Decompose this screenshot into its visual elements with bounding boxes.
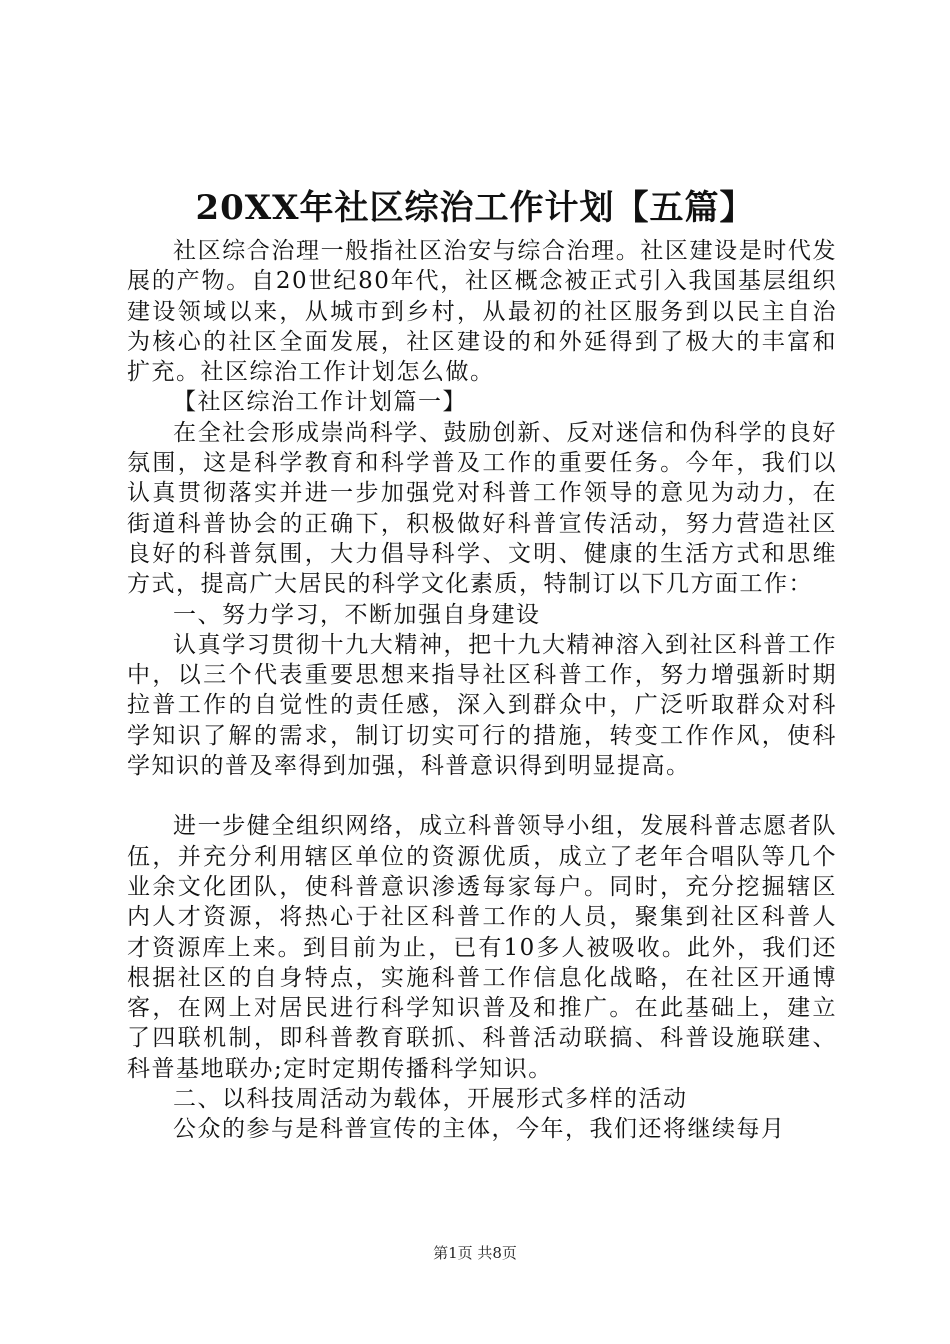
document-title: 20XX年社区综治工作计划【五篇】	[195, 188, 755, 228]
paragraph-overview: 在全社会形成崇尚科学、鼓励创新、反对迷信和伪科学的良好氛围，这是科学教育和科学普及工作的重要任务。今年，我们以认真贯彻落实并进一步加强党对科普工作领导的意见为动力，在街道科普协会的正确下，积极做好科普宣传活动，努力营造社区良好的科普氛围，大力倡导科学、文明、健康的生活方式和思维方式，提高广大居民的科学文化素质，特制订以下几方面工作：	[127, 419, 837, 598]
paragraph-organization: 进一步健全组织网络，成立科普领导小组，发展科普志愿者队伍，并充分利用辖区单位的资源优质，成立了老年合唱队等几个业余文化团队，使科普意识渗透每家每户。同时，充分挖掘辖区内人才资源，将热心于社区科普工作的人员，聚集到社区科普人才资源库上来。到目前为止，已有10多人被吸收。此外，我们还根据社区的自身特点，实施科普工作信息化战略，在社区开通博客，在网上对居民进行科学知识普及和推广。在此基础上，建立了四联机制，即科普教育联抓、科普活动联搞、科普设施联建、科普基地联办;定时定期传播科学知识。	[127, 813, 837, 1082]
paragraph-public-participation: 公众的参与是科普宣传的主体，今年，我们还将继续每月	[173, 1116, 786, 1143]
paragraph-intro: 社区综合治理一般指社区治安与综合治理。社区建设是时代发展的产物。自20世纪80年代，社区概念被正式引入我国基层组织建设领域以来，从城市到乡村，从最初的社区服务到以民主自治为核心的社区全面发展，社区建设的和外延得到了极大的丰富和扩充。社区综治工作计划怎么做。	[127, 238, 837, 386]
paragraph-study: 认真学习贯彻十九大精神，把十九大精神溶入到社区科普工作中，以三个代表重要思想来指导社区科普工作，努力增强新时期拉普工作的自觉性的责任感，深入到群众中，广泛听取群众对科学知识了解的需求，制订切实可行的措施，转变工作作风，使科学知识的普及率得到加强，科普意识得到明显提高。	[127, 631, 837, 780]
document-body	[127, 236, 837, 1145]
subheading-activities: 二、以科技周活动为载体，开展形式多样的活动	[173, 1086, 688, 1113]
subheading-study: 一、努力学习，不断加强自身建设	[173, 601, 541, 628]
section-heading-part-one: 【社区综治工作计划篇一】	[173, 389, 467, 416]
page-footer: 第1页 共8页	[433, 1244, 517, 1262]
